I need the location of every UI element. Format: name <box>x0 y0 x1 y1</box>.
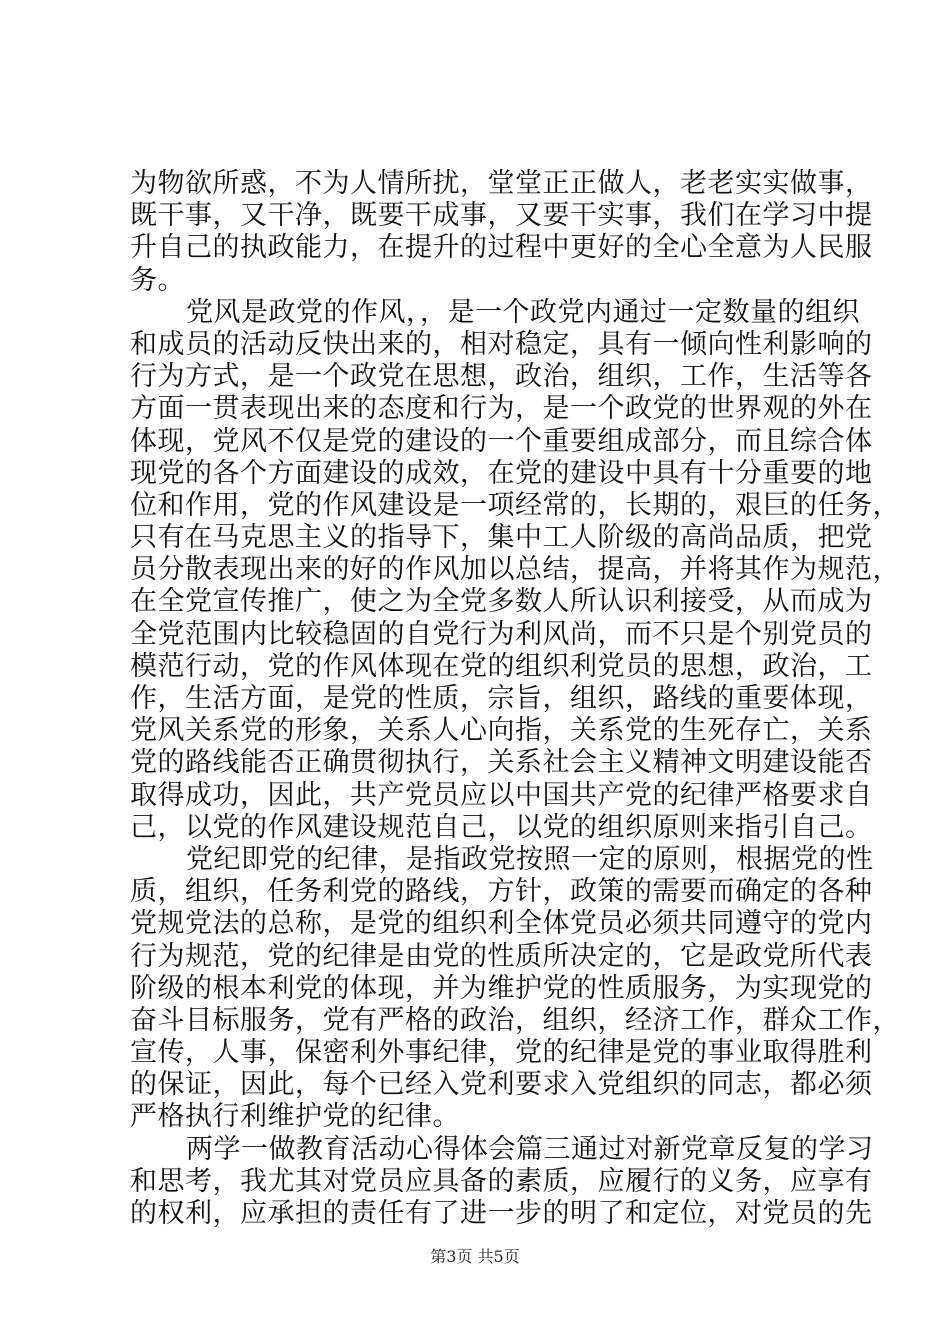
text-line: 现党的各个方面建设的成效，在党的建设中具有十分重要的地 <box>130 457 873 489</box>
text-line: 宣传，人事，保密利外事纪律，党的纪律是党的事业取得胜利 <box>130 1037 873 1069</box>
text-line: 只有在马克思主义的指导下，集中工人阶级的高尚品质，把党 <box>130 522 873 554</box>
text-line: 党的路线能否正确贯彻执行，关系社会主义精神文明建设能否 <box>130 747 873 779</box>
text-line: 升自己的执政能力，在提升的过程中更好的全心全意为人民服 <box>130 232 873 264</box>
text-line: 和成员的活动反快出来的，相对稳定，具有一倾向性利影响的 <box>130 328 873 360</box>
text-line: 全党范围内比较稳固的自党行为利风尚，而不只是个别党员的 <box>130 618 873 650</box>
text-line: 模范行动，党的作风体现在党的组织利党员的思想，政治，工 <box>130 650 873 682</box>
text-line: 务。 <box>130 264 185 296</box>
text-line: 员分散表现出来的好的作风加以总结，提高，并将其作为规范， <box>130 554 900 586</box>
text-line: 阶级的根本利党的体现，并为维护党的性质服务，为实现党的 <box>130 972 873 1004</box>
paragraph-first-line: 党风是政党的作风，，是一个政党内通过一定数量的组织 <box>186 296 860 328</box>
text-line: 位和作用，党的作风建设是一项经常的，长期的，艰巨的任务， <box>130 489 900 521</box>
text-line: 行为方式，是一个政党在思想，政治，组织，工作，生活等各 <box>130 361 873 393</box>
text-line: 既干事，又干净，既要干成事，又要干实事，我们在学习中提 <box>130 200 873 232</box>
text-line: 和思考，我尤其对党员应具备的素质，应履行的义务，应享有 <box>130 1165 873 1197</box>
text-line: 的权利，应承担的责任有了进一步的明了和定位，对党员的先 <box>130 1198 873 1229</box>
text-line: 党风关系党的形象，关系人心向指，关系党的生死存亡，关系 <box>130 715 873 747</box>
page-number-footer: 第3页 共5页 <box>430 1247 520 1266</box>
text-line: 作，生活方面，是党的性质，宗旨，组织，路线的重要体现， <box>130 683 873 714</box>
text-line: 在全党宣传推广，使之为全党多数人所认识利接受，从而成为 <box>130 586 873 618</box>
text-line: 行为规范，党的纪律是由党的性质所决定的，它是政党所代表 <box>130 940 873 972</box>
text-line: 严格执行利维护党的纪律。 <box>130 1101 460 1133</box>
paragraph-first-line: 党纪即党的纪律，是指政党按照一定的原则，根据党的性 <box>186 843 874 875</box>
text-line: 取得成功，因此，共产党员应以中国共产党的纪律严格要求自 <box>130 779 873 811</box>
text-line: 党规党法的总称，是党的组织利全体党员必须共同遵守的党内 <box>130 908 873 940</box>
text-line: 体现，党风不仅是党的建设的一个重要组成部分，而且综合体 <box>130 425 873 457</box>
text-line: 奋斗目标服务，党有严格的政治，组织，经济工作，群众工作， <box>130 1004 900 1036</box>
paragraph-first-line: 两学一做教育活动心得体会篇三通过对新党章反复的学习 <box>186 1133 874 1165</box>
text-line: 的保证，因此，每个已经入党利要求入党组织的同志，都必须 <box>130 1069 873 1101</box>
text-line: 为物欲所惑，不为人情所扰，堂堂正正做人，老老实实做事， <box>130 168 873 199</box>
document-body <box>130 168 900 1230</box>
text-line: 质，组织，任务利党的路线，方针，政策的需要而确定的各种 <box>130 876 873 908</box>
text-line: 方面一贯表现出来的态度和行为，是一个政党的世界观的外在 <box>130 393 873 425</box>
text-line: 己，以党的作风建设规范自己，以党的组织原则来指引自己。 <box>130 811 873 843</box>
